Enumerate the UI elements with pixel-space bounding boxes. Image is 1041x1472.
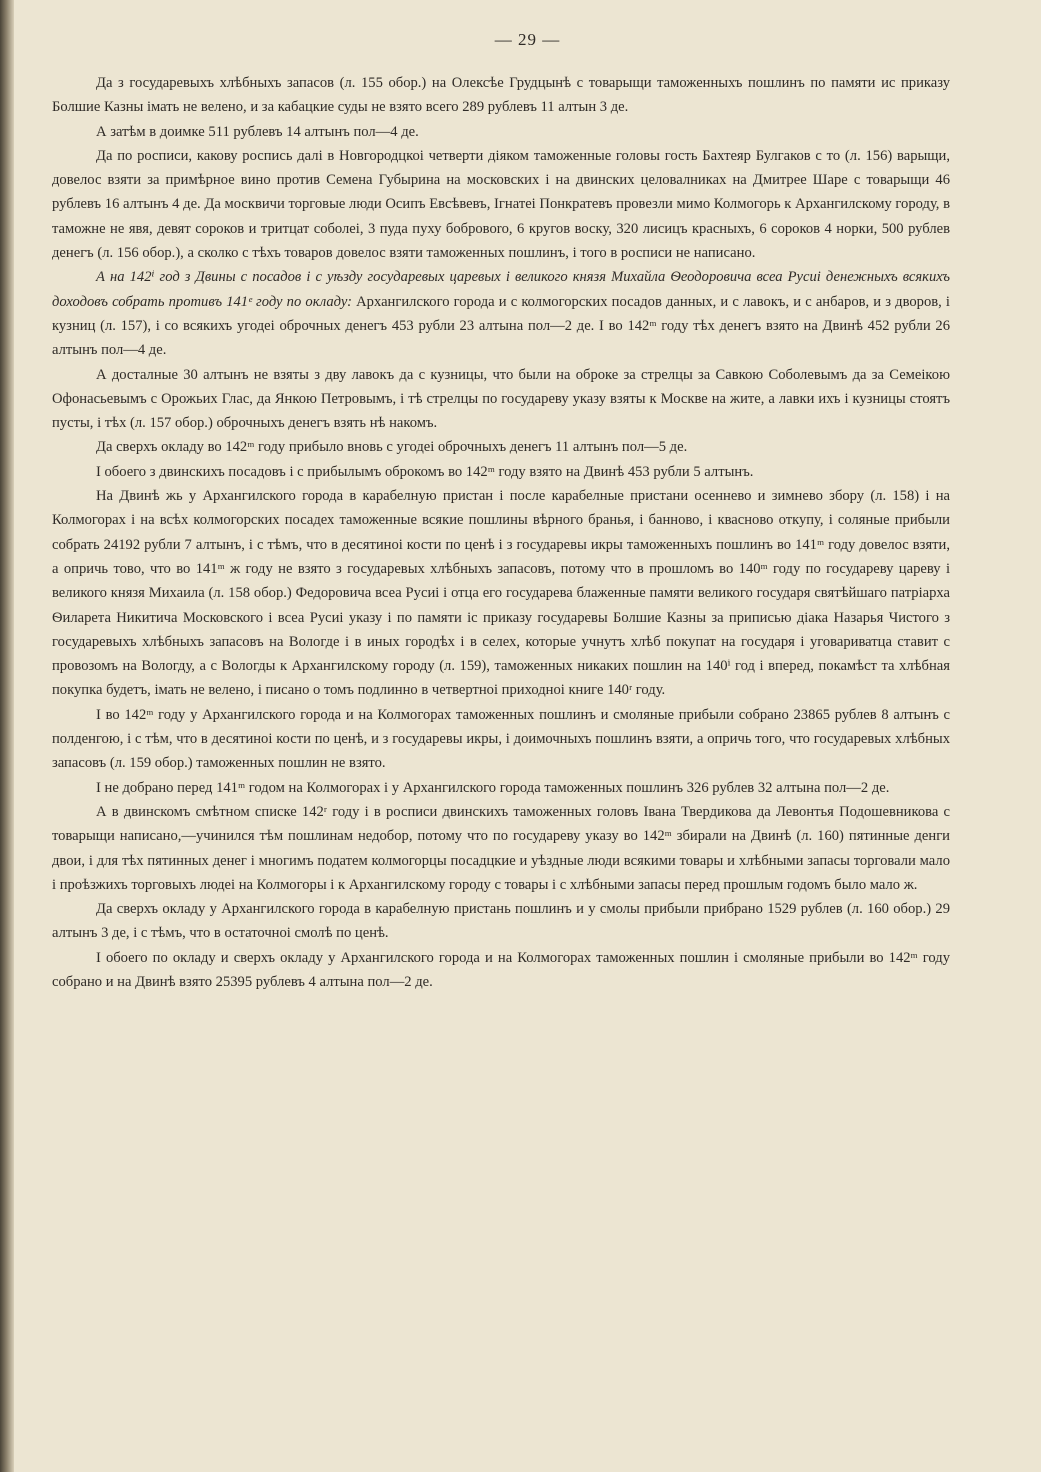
paragraph: А затѣм в доимке 511 рублевъ 14 алтынъ пол—4 де. (96, 123, 419, 140)
paragraph: Да сверхъ окладу во 142ᵐ году прибыло вновь с угодеі оброчныхъ денегъ 11 алтынъ пол—5 де. (96, 439, 688, 456)
document-page (14, 0, 1041, 1472)
page-number: — 29 — (494, 30, 561, 49)
paragraph: Да по росписи, какову роспись далі в Новгородцкоі четверти діяком таможенные головы гость Бахтеяр Булгаков с то (л. 156) варыщи, довелос взяти за примѣрное вино против Семена Губырина на московских і на двинских целовалниках на Дмитрее Шаре с товарыщи 46 рублевъ 16 алтынъ 4 де. Да москвичи торговые люди Осипъ Евсѣвевъ, Ігнатеі Понкратевъ провезли мимо Колмогорь к Архангилскому городу, в таможне не явя, девят сороков и тритцат соболеі, 3 пуда пуху бобровоro, 6 кругов воску, 320 лисицъ красныхъ, 6 сороков 4 норки, 500 рублев денегъ (л. 156 обор.), а сколко с тѣхъ товаров довелос взяти таможенных пошлинъ, і того в росписи не написано. (52, 147, 950, 262)
paragraph: А на 142ⁱ год з Двины с посадов і с уѣзду государевых царевых і великого князя Михайла Ѳеодоровича всеа Русиі денежныхъ всякихъ доходовъ собрать противъ 141ᵉ году по окладу: Архангилского города и с колмогорских посадов данных, и с лавокъ, и с анбаров, и з дворов, і кузниц (л. 157), і со всякихъ угодеі оброчных денегъ 453 рубли 23 алтына пол—2 де. І во 142ᵐ году тѣх денегъ взято на Двинѣ 452 рубли 26 алтынъ пол—4 де. (52, 269, 950, 359)
paragraph: А в двинскомъ смѣтном списке 142ʳ году і в росписи двинскихъ таможенных головъ Івана Твердикова да Левонтья Подошевникова с товарыщи написано,—учинился тѣм пошлинам недобор, потому что по государеву указу во 142ᵐ збирали на Двинѣ (л. 160) пятинные денги двои, і для тѣх пятинных денег і многимъ податем колмогорцы посадцкие и уѣздные люди всякими товары и хлѣбными запасы торговали мало і проѣзжихъ торговыхъ людеі на Колмогоры і к Архангилскому городу с товары і с хлѣбными запасы перед прошлым годомъ было мало ж. (52, 803, 950, 893)
paragraph: Да з государевыхъ хлѣбныхъ запасов (л. 155 обор.) на Олексѣе Грудцынѣ с товарыщи таможенныхъ пошлинъ по памяти ис приказу Болшие Казны імать не велено, и за кабацкие суды не взято всего 289 рублевъ 11 алтын 3 де. (52, 75, 950, 116)
paragraph: І во 142ᵐ году у Архангилского города и на Колмогорах таможенных пошлинъ и смоляные прибыли собрано 23865 рублев 8 алтынъ с полденгою, і с тѣм, что в десятиноі кости по ценѣ, и з государевы икры, і доимочныхъ пошлинъ взяти, а опричь того, что государевых хлѣбных запасовъ (л. 159 обор.) таможенных пошлин не взято. (52, 706, 950, 772)
italic-heading: А на 142ⁱ год з Двины с посадов і с уѣзду государевых царевых і великого князя Михайла Ѳеодоровича всеа Русиі денежныхъ всякихъ доходовъ собрать противъ 141ᵉ году по окладу: (52, 269, 950, 310)
paragraph: А досталные 30 алтынъ не взяты з дву лавокъ да с кузницы, что были на оброке за стрелцы за Савкою Соболевымъ да за Семеікою Офонасьевымъ с Орожьих Глас, да Янкою Петровымъ, і тѣ стрелцы по государеву указу взяты к Москве на жите, а лавки ихъ і кузницы стоятъ пусты, і тѣх (л. 157 обор.) оброчныхъ денегъ взять нѣ накомъ. (52, 366, 950, 432)
paragraph: Да сверхъ окладу у Архангилского города в карабелную пристань пошлинъ и у смолы прибыли прибрано 1529 рублев (л. 160 обор.) 29 алтынъ 3 де, і с тѣмъ, что в остаточноі смолѣ по ценѣ. (52, 901, 950, 942)
document-body (52, 71, 950, 994)
paragraph: На Двинѣ жь у Архангилского города в карабелную пристан і после карабелные пристани осеннево и зимнево збору (л. 158) і на Колмогорах і на всѣх колмогорских посадех таможенные всякие пошлины вѣрного бранья, і банново, і квасново откупу, і соляные прибыли собрать 24192 рубли 7 алтынъ, і с тѣмъ, что в десятиноі кости по ценѣ і з государевы икры таможенныхъ пошлинъ во 141ᵐ году довелос взяти, а опричь тово, что во 141ᵐ ж году не взято з государевых хлѣбныхъ запасовъ, потому что в прошломъ во 140ᵐ году по государеву цареву і великого князя Михаила (л. 158 обор.) Федоровича всеа Русиі і отца его государева блаженные памяти великого государя святѣйшаго патріарха Ѳиларета Никитича Московского і всеа Русиі указу і по памяти іс приказу государевы Болшие Казны за приписью діака Назарья Чистого з государевыхъ хлѣбныхъ запасовъ на Вологде і в иных городѣх і в селех, которые учнутъ хлѣб покупат на государя і уговариватца ставит с провозомъ на Вологду, а с Вологды к Архангилскому городу (л. 159), таможенных никаких пошлин на 140ⁱ год і вперед, покамѣст та хлѣбная покупка будетъ, імать не велено, і писано о томъ подлинно в четвертноі приходноі книге 140ʳ году. (52, 488, 950, 699)
paragraph: І обоего з двинскихъ посадовъ і с прибылымъ оброкомъ во 142ᵐ году взято на Двинѣ 453 рубли 5 алтынъ. (96, 463, 754, 480)
paragraph: І не добрано перед 141ᵐ годом на Колмогорах і у Архангилского города таможенных пошлинъ 326 рублев 32 алтына пол—2 де. (96, 779, 890, 796)
paragraph: І обоего по окладу и сверхъ окладу у Архангилского города и на Колмогорах таможенных пошлин і смоляные прибыли во 142ᵐ году собрано и на Двинѣ взято 25395 рублевъ 4 алтына пол—2 де. (52, 949, 950, 990)
book-spine-shadow (0, 0, 14, 1472)
